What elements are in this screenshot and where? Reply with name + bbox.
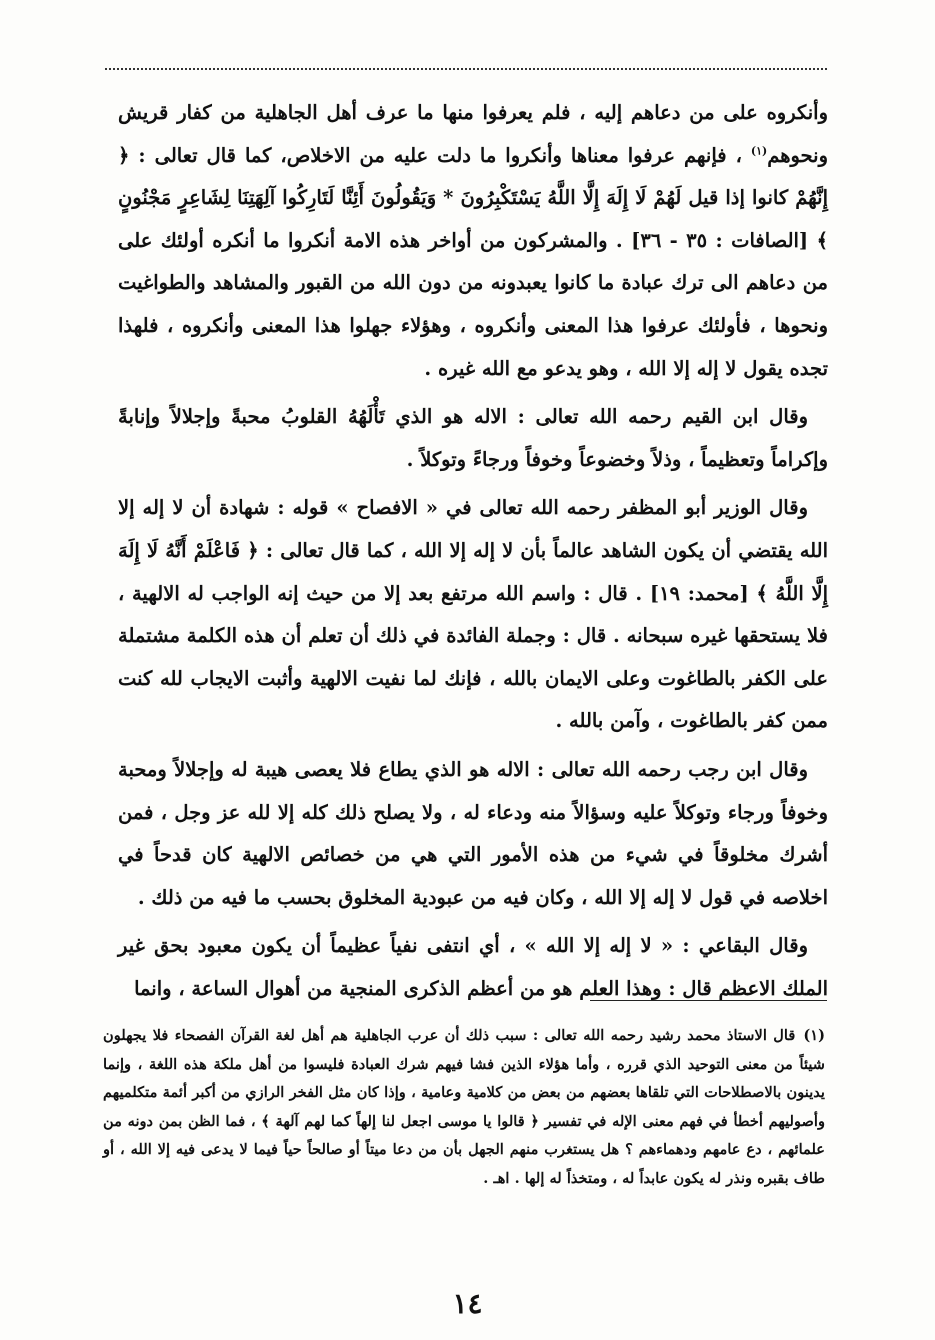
page-number: ١٤ xyxy=(452,1287,483,1320)
footnote xyxy=(103,1022,825,1194)
paragraph-1-text: وأنكروه على من دعاهم إليه ، فلم يعرفوا منها ما عرف أهل الجاهلية من كفار قريش ونحوهم xyxy=(118,101,828,167)
paragraph-1-text-b: ، فإنهم عرفوا معناها وأنكروا ما دلت عليه من الاخلاص، كما قال تعالى : xyxy=(138,143,742,167)
footnote-text-b: ، فما الظن بمن دونه من علمائهم ، دع عامهم ودهماءهم ؟ هل يستغرب منهم الجهل بأن من دعا ميتاً أو صالحاً حياً فيما لا يدعى فيه إلا الله ، أو طاف بقبره ونذر له يكون عابداً له ، ومتخذاً له إلها . اهـ . xyxy=(103,1112,825,1187)
paragraph-3 xyxy=(118,487,828,743)
paragraph-3-text: وقال الوزير أبو المظفر رحمه الله تعالى في « الافصاح » قوله : شهادة أن لا إله إلا الله يقتضي أن يكون الشاهد عالماً بأن لا إله إلا الله ، كما قال تعالى : xyxy=(118,496,828,562)
footnote-number: (١) xyxy=(803,1027,825,1044)
paragraph-4-text: وقال ابن رجب رحمه الله تعالى : الاله هو الذي يطاع فلا يعصى هيبة له وإجلالاً ومحبة وخوفاً ورجاء وتوكلاً عليه وسؤالاً منه ودعاء له ، ولا يصلح ذلك كله إلا لله عز وجل ، فمن أشرك مخلوقاً في شيء من هذه الأمور التي هي من خصائص الالهية كان قدحاً في اخلاصه في قول لا إله إلا الله ، وكان فيه من عبودية المخلوق بحسب ما فيه من ذلك . xyxy=(118,757,828,909)
quran-verse-muhammad: ﴿ فَاعْلَمْ أَنَّهُ لَا إِلَهَ إِلَّا اللَّهُ ﴾ xyxy=(118,538,828,605)
main-text xyxy=(118,92,828,1010)
paragraph-5 xyxy=(118,925,828,1010)
footnote-ref[interactable]: (١) xyxy=(750,144,768,158)
footnote-text-a: قال الاستاذ محمد رشيد رحمه الله تعالى : سبب ذلك أن عرب الجاهلية هم أهل لغة القرآن الفصحاء فلا يجهلون شيئاً من معنى التوحيد الذي قرره ، وأما هؤلاء الذين فشا فيهم شرك العبادة فليسوا من أهل ملكة هذه اللغة ، وإنما يدينون بالاصطلاحات التي تلقاها بعضهم من بعض من كلامية وعامية ، وإذا كان مثل الفخر الرازي من أكبر أئمة متكلميهم وأصوليهم أخطأ في فهم معنى الإله في تفسير xyxy=(103,1027,825,1130)
paragraph-1-text-c: [الصافات : ٣٥ - ٣٦] . والمشركون من أواخر هذه الامة أنكروا ما أنكره أولئك على من دعاهم الى ترك عبادة ما كانوا يعبدونه من دون الله من القبور والمشاهد والطواغيت ونحوها ، فأولئك عرفوا هذا المعنى وأنكروه ، وهؤلاء جهلوا هذا المعنى وأنكروه ، فلهذا تجده يقول لا إله إلا الله ، وهو يدعو مع الله غيره . xyxy=(118,228,828,380)
footnote-separator xyxy=(590,1000,827,1001)
paragraph-4 xyxy=(118,749,828,919)
paragraph-2-text: وقال ابن القيم رحمه الله تعالى : الاله هو الذي تَأْلَهُهُ القلوبُ محبةً وإجلالاً وإنابةً وإكراماً وتعظيماً ، وذلاً وخضوعاً وخوفاً ورجاءً وتوكلاً . xyxy=(118,405,828,471)
paragraph-2 xyxy=(118,396,828,481)
header-dotted-rule xyxy=(105,68,827,70)
paragraph-5-text: وقال البقاعي : « لا إله إلا الله » ، أي انتفى نفياً عظيماً أن يكون معبود بحق غير الملك الاعظم قال : وهذا العلم هو من أعظم الذكرى المنجية من أهوال الساعة ، وانما xyxy=(118,934,828,1000)
paragraph-3-text-c: [محمد: ١٩] . قال : واسم الله مرتفع بعد إلا من حيث إنه الواجب له الالهية ، فلا يستحقها غيره سبحانه . قال : وجملة الفائدة في ذلك أن تعلم أن هذه الكلمة مشتملة على الكفر بالطاغوت وعلى الايمان بالله ، فإنك لما نفيت الالهية وأثبت الايجاب لله كنت ممن كفر بالطاغوت ، وآمن بالله . xyxy=(118,581,828,733)
footnote-quran: ﴿ قالوا يا موسى اجعل لنا إلهاً كما لهم آلهة ﴾ xyxy=(261,1112,539,1130)
quran-verse-saffat: ﴿ إِنَّهُمْ كانوا إذا قيل لَهُمْ لَا إِلَهَ إِلَّا اللَّهُ يَسْتَكْبِرُونَ * وَيَقُولُونَ أَئِنَّا لَتَارِكُوا آلِهَتِنَا لِشَاعِرٍ مَجْنُونٍ ﴾ xyxy=(118,143,828,252)
paragraph-1 xyxy=(118,92,828,390)
